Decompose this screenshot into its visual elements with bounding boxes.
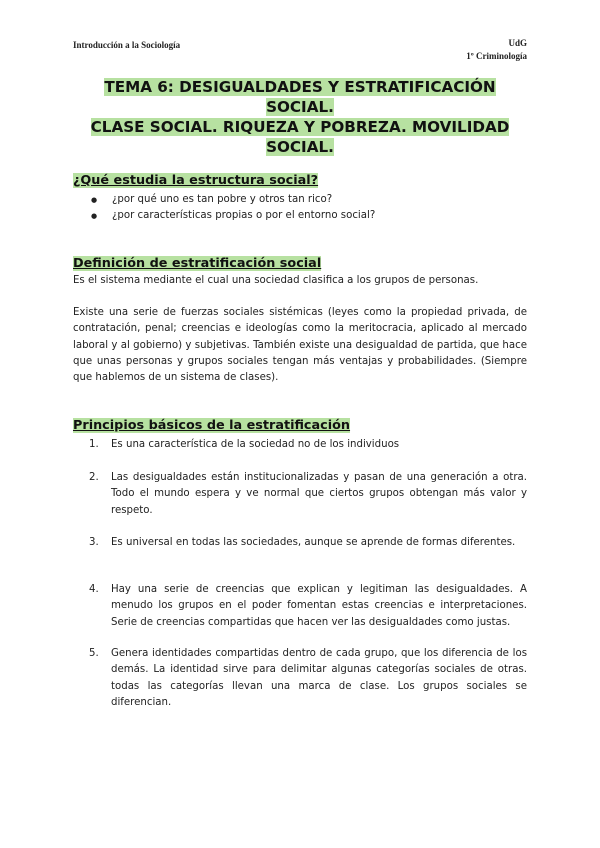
principle-item xyxy=(89,646,527,711)
item-number: 4. xyxy=(89,584,99,595)
header-course-title: Introducción a la Sociología xyxy=(73,40,181,50)
item-text: Es universal en todas las sociedades, aunque se aprende de formas diferentes. xyxy=(111,537,516,548)
item-number: 2. xyxy=(89,472,99,483)
principle-item xyxy=(89,437,527,453)
list-item: ● ¿por características propias o por el entorno social? xyxy=(73,208,375,224)
question-list xyxy=(73,192,375,224)
list-item: ● ¿por qué uno es tan pobre y otros tan rico? xyxy=(73,192,375,208)
item-text: Las desigualdades están institucionalizadas y pasan de una generación a otra. Todo el mundo espera y ve normal que ciertos grupos obtengan más valor y respeto. xyxy=(111,472,527,516)
section-heading-definition: Definición de estratificación social xyxy=(73,256,322,271)
section-heading-principles: Principios básicos de la estratificación xyxy=(73,418,351,433)
definition-paragraph: Es el sistema mediante el cual una sociedad clasifica a los grupos de personas. xyxy=(73,275,479,286)
item-number: 1. xyxy=(89,439,99,450)
item-text: Genera identidades compartidas dentro de cada grupo, que los diferencia de los demás. La identidad sirve para delimitar algunas categorías sociales de otras. todas las categorías llevan una marca de clase. Los grupos sociales se diferencian. xyxy=(111,648,527,708)
principle-item xyxy=(89,470,527,519)
item-number: 5. xyxy=(89,648,99,659)
item-number: 3. xyxy=(89,537,99,548)
header-institution xyxy=(466,37,527,63)
item-text: Hay una serie de creencias que explican y legitiman las desigualdades. A menudo los grupos en el poder fomentan estas creencias e interpretaciones. Serie de creencias compartidas que hacen ver las desigualdades como justas. xyxy=(111,584,527,628)
title-line-2: CLASE SOCIAL. RIQUEZA Y POBREZA. MOVILIDAD xyxy=(90,118,510,136)
forces-paragraph: Existe una serie de fuerzas sociales sistémicas (leyes como la propiedad privada, de contratación, penal; creencias e ideologías como la meritocracia, aplicado al mercado laboral y al gobierno) y subjetivas. También existe una desigualdad de partida, que hace que unas personas y grupos sociales tengan más ventajas y probabilidades. (Siempre que hablemos de un sistema de clases). xyxy=(73,307,527,384)
title-line-1: TEMA 6: DESIGUALDADES Y ESTRATIFICACIÓN SOCIAL. xyxy=(104,78,496,116)
item-text: Es una característica de la sociedad no de los individuos xyxy=(111,439,400,450)
document-title xyxy=(73,77,527,157)
principle-item xyxy=(89,582,527,631)
title-line-3: SOCIAL. xyxy=(266,138,334,156)
principle-item xyxy=(89,535,527,551)
section-heading-social-structure: ¿Qué estudia la estructura social? xyxy=(73,173,319,188)
header-degree: 1º Criminología xyxy=(466,51,527,61)
header-university: UdG xyxy=(508,38,527,48)
